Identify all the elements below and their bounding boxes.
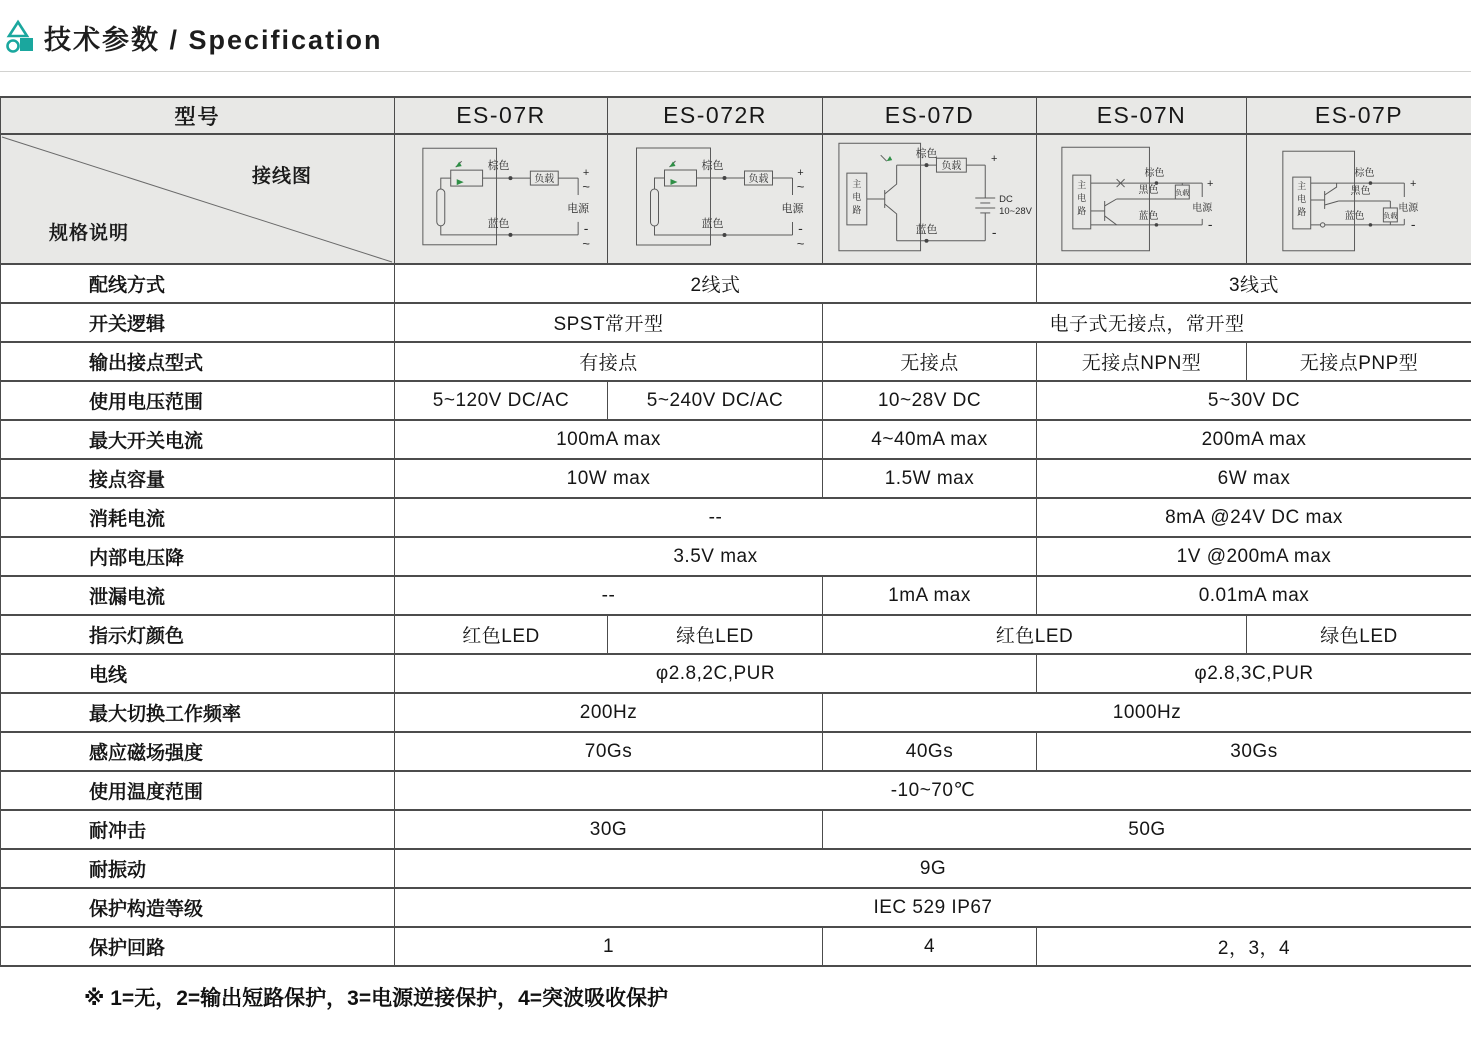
spec-value-cell: 红色LED	[823, 615, 1247, 654]
spec-value-cell: 10~28V DC	[823, 381, 1037, 420]
spec-value-cell: --	[395, 498, 1037, 537]
spec-row	[1, 654, 1471, 693]
spec-row	[1, 537, 1471, 576]
spec-row	[1, 927, 1471, 966]
spec-row-label: 内部电压降	[1, 537, 395, 576]
label-brown-wire: 棕色	[1144, 168, 1165, 180]
spec-row-label: 开关逻辑	[1, 303, 395, 342]
label-plus: +	[797, 167, 804, 179]
label-minus: -	[798, 220, 803, 236]
wiring-diagram-es-07r	[395, 135, 607, 263]
spec-value-cell: 无接点NPN型	[1037, 342, 1247, 381]
model-header-row	[1, 97, 1471, 134]
label-minus: -	[583, 219, 589, 236]
wiring-diagram-row	[1, 134, 1471, 264]
spec-table	[0, 96, 1471, 967]
label-main-circuit: 主	[1297, 181, 1307, 192]
label-power: 电源	[1192, 202, 1213, 214]
spec-value-cell: IEC 529 IP67	[395, 888, 1471, 927]
spec-row-label: 指示灯颜色	[1, 615, 395, 654]
spec-row-label: 泄漏电流	[1, 576, 395, 615]
spec-row	[1, 342, 1471, 381]
spec-value-cell: 无接点	[823, 342, 1037, 381]
spec-row	[1, 420, 1471, 459]
label-main-circuit: 路	[1297, 206, 1307, 217]
spec-row	[1, 303, 1471, 342]
label-main-circuit: 路	[852, 204, 862, 215]
spec-row	[1, 732, 1471, 771]
label-blue-wire: 蓝色	[701, 218, 724, 230]
spec-value-cell: 9G	[395, 849, 1471, 888]
label-minus: -	[1410, 215, 1416, 232]
footnote: ※ 1=无，2=输出短路保护，3=电源逆接保护，4=突波吸收保护	[84, 987, 669, 1010]
label-load: 负载	[1383, 212, 1398, 220]
label-ac: ~	[582, 179, 590, 195]
spec-value-cell: 6W max	[1037, 459, 1471, 498]
spec-row-label: 消耗电流	[1, 498, 395, 537]
label-plus: +	[1410, 178, 1417, 191]
label-load: 负载	[534, 174, 555, 186]
wiring-diagram-es-07n	[1037, 135, 1246, 263]
label-brown-wire: 棕色	[701, 160, 724, 172]
spec-value-cell: 200Hz	[395, 693, 823, 732]
spec-value-cell: 8mA @24V DC max	[1037, 498, 1471, 537]
spec-row	[1, 498, 1471, 537]
label-plus: +	[582, 167, 590, 180]
spec-row	[1, 576, 1471, 615]
spec-value-cell: 绿色LED	[1247, 615, 1471, 654]
model-header-es-07p: ES-07P	[1247, 97, 1471, 134]
spec-value-cell: 70Gs	[395, 732, 823, 771]
model-header-es-07n: ES-07N	[1037, 97, 1247, 134]
spec-row	[1, 615, 1471, 654]
label-load: 负载	[941, 161, 962, 173]
diagram-cell-es-07d	[823, 134, 1037, 264]
spec-row-label: 输出接点型式	[1, 342, 395, 381]
spec-value-cell: -10~70℃	[395, 771, 1471, 810]
label-minus: -	[991, 223, 997, 240]
label-main-circuit: 电	[1077, 192, 1087, 203]
diagram-cell-es-07p	[1247, 134, 1471, 264]
spec-value-cell: 1V @200mA max	[1037, 537, 1471, 576]
label-dc: DC	[999, 193, 1013, 205]
label-brown-wire: 棕色	[915, 148, 938, 161]
section-marker-icon	[6, 19, 38, 62]
spec-value-cell: 1000Hz	[823, 693, 1471, 732]
spec-value-cell: 1.5W max	[823, 459, 1037, 498]
label-dc-range: 10~28V	[999, 205, 1032, 217]
label-black-wire: 黑色	[1138, 185, 1159, 197]
spec-row-label: 接点容量	[1, 459, 395, 498]
label-blue-wire: 蓝色	[1138, 210, 1159, 222]
label-brown-wire: 棕色	[487, 160, 510, 173]
spec-value-cell: φ2.8,2C,PUR	[395, 654, 1037, 693]
model-column-header: 型号	[1, 97, 395, 134]
model-header-es-072r: ES-072R	[608, 97, 823, 134]
wiring-diagram-es-072r	[608, 135, 822, 263]
label-black-wire: 黑色	[1350, 186, 1371, 198]
spec-value-cell: 40Gs	[823, 732, 1037, 771]
spec-value-cell: 有接点	[395, 342, 823, 381]
spec-value-cell: 2，3，4	[1037, 927, 1471, 966]
label-blue-wire: 蓝色	[487, 217, 510, 230]
label-plus: +	[991, 153, 998, 166]
spec-row-label: 耐振动	[1, 849, 395, 888]
spec-value-cell: φ2.8,3C,PUR	[1037, 654, 1471, 693]
spec-row	[1, 888, 1471, 927]
spec-row	[1, 849, 1471, 888]
spec-row-label: 电线	[1, 654, 395, 693]
spec-value-cell: 5~240V DC/AC	[608, 381, 823, 420]
spec-row-label: 使用温度范围	[1, 771, 395, 810]
spec-value-cell: 4	[823, 927, 1037, 966]
spec-value-cell: 30Gs	[1037, 732, 1471, 771]
spec-row	[1, 264, 1471, 303]
spec-value-cell: 5~30V DC	[1037, 381, 1471, 420]
corner-label-spec: 规格说明	[49, 223, 130, 244]
spec-value-cell: 3.5V max	[395, 537, 1037, 576]
spec-value-cell: 电子式无接点，常开型	[823, 303, 1471, 342]
spec-value-cell: 无接点PNP型	[1247, 342, 1471, 381]
spec-row	[1, 459, 1471, 498]
title-divider	[0, 71, 1471, 72]
label-main-circuit: 主	[1077, 180, 1087, 191]
spec-row-label: 最大开关电流	[1, 420, 395, 459]
label-plus: +	[1206, 178, 1214, 191]
spec-value-cell: 0.01mA max	[1037, 576, 1471, 615]
corner-label-wiring: 接线图	[251, 166, 312, 187]
spec-value-cell: 30G	[395, 810, 823, 849]
spec-row	[1, 810, 1471, 849]
spec-value-cell: 绿色LED	[608, 615, 823, 654]
label-load: 负载	[1175, 190, 1190, 198]
label-ac: ~	[796, 236, 805, 251]
spec-row	[1, 693, 1471, 732]
diagram-cell-es-07n	[1037, 134, 1247, 264]
label-main-circuit: 电	[1297, 193, 1307, 204]
spec-row-label: 耐冲击	[1, 810, 395, 849]
wiring-diagram-es-07p	[1247, 135, 1471, 263]
spec-value-cell: 10W max	[395, 459, 823, 498]
spec-row-label: 使用电压范围	[1, 381, 395, 420]
spec-row-label: 保护构造等级	[1, 888, 395, 927]
spec-table-body	[1, 264, 1471, 966]
diagram-cell-es-07r	[395, 134, 608, 264]
model-header-es-07r: ES-07R	[395, 97, 608, 134]
label-ac: ~	[582, 235, 590, 251]
spec-value-cell: 100mA max	[395, 420, 823, 459]
label-minus: -	[1207, 215, 1213, 232]
spec-row-label: 感应磁场强度	[1, 732, 395, 771]
model-header-es-07d: ES-07D	[823, 97, 1037, 134]
spec-value-cell: 200mA max	[1037, 420, 1471, 459]
label-main-circuit: 路	[1077, 205, 1087, 216]
spec-value-cell: 1	[395, 927, 823, 966]
label-brown-wire: 棕色	[1354, 168, 1375, 180]
page-title: 技术参数 / Specification	[44, 25, 383, 55]
spec-row-label: 保护回路	[1, 927, 395, 966]
spec-row-label: 最大切换工作频率	[1, 693, 395, 732]
spec-row	[1, 771, 1471, 810]
spec-value-cell: 5~120V DC/AC	[395, 381, 608, 420]
spec-value-cell: 1mA max	[823, 576, 1037, 615]
spec-value-cell: 50G	[823, 810, 1471, 849]
spec-row	[1, 381, 1471, 420]
spec-value-cell: 红色LED	[395, 615, 608, 654]
label-power: 电源	[1398, 202, 1419, 214]
wiring-diagram-es-07d	[823, 135, 1036, 263]
spec-value-cell: 2线式	[395, 264, 1037, 303]
spec-row-label: 配线方式	[1, 264, 395, 303]
label-power: 电源	[781, 203, 804, 215]
label-power: 电源	[567, 202, 590, 215]
label-ac: ~	[796, 179, 805, 194]
corner-cell	[1, 134, 395, 264]
diagram-cell-es-072r	[608, 134, 823, 264]
spec-value-cell: SPST常开型	[395, 303, 823, 342]
label-main-circuit: 电	[852, 191, 862, 202]
label-blue-wire: 蓝色	[1344, 210, 1365, 222]
spec-value-cell: 4~40mA max	[823, 420, 1037, 459]
label-load: 负载	[748, 174, 769, 185]
label-main-circuit: 主	[852, 179, 862, 190]
label-blue-wire: 蓝色	[915, 223, 938, 236]
spec-value-cell: --	[395, 576, 823, 615]
spec-value-cell: 3线式	[1037, 264, 1471, 303]
